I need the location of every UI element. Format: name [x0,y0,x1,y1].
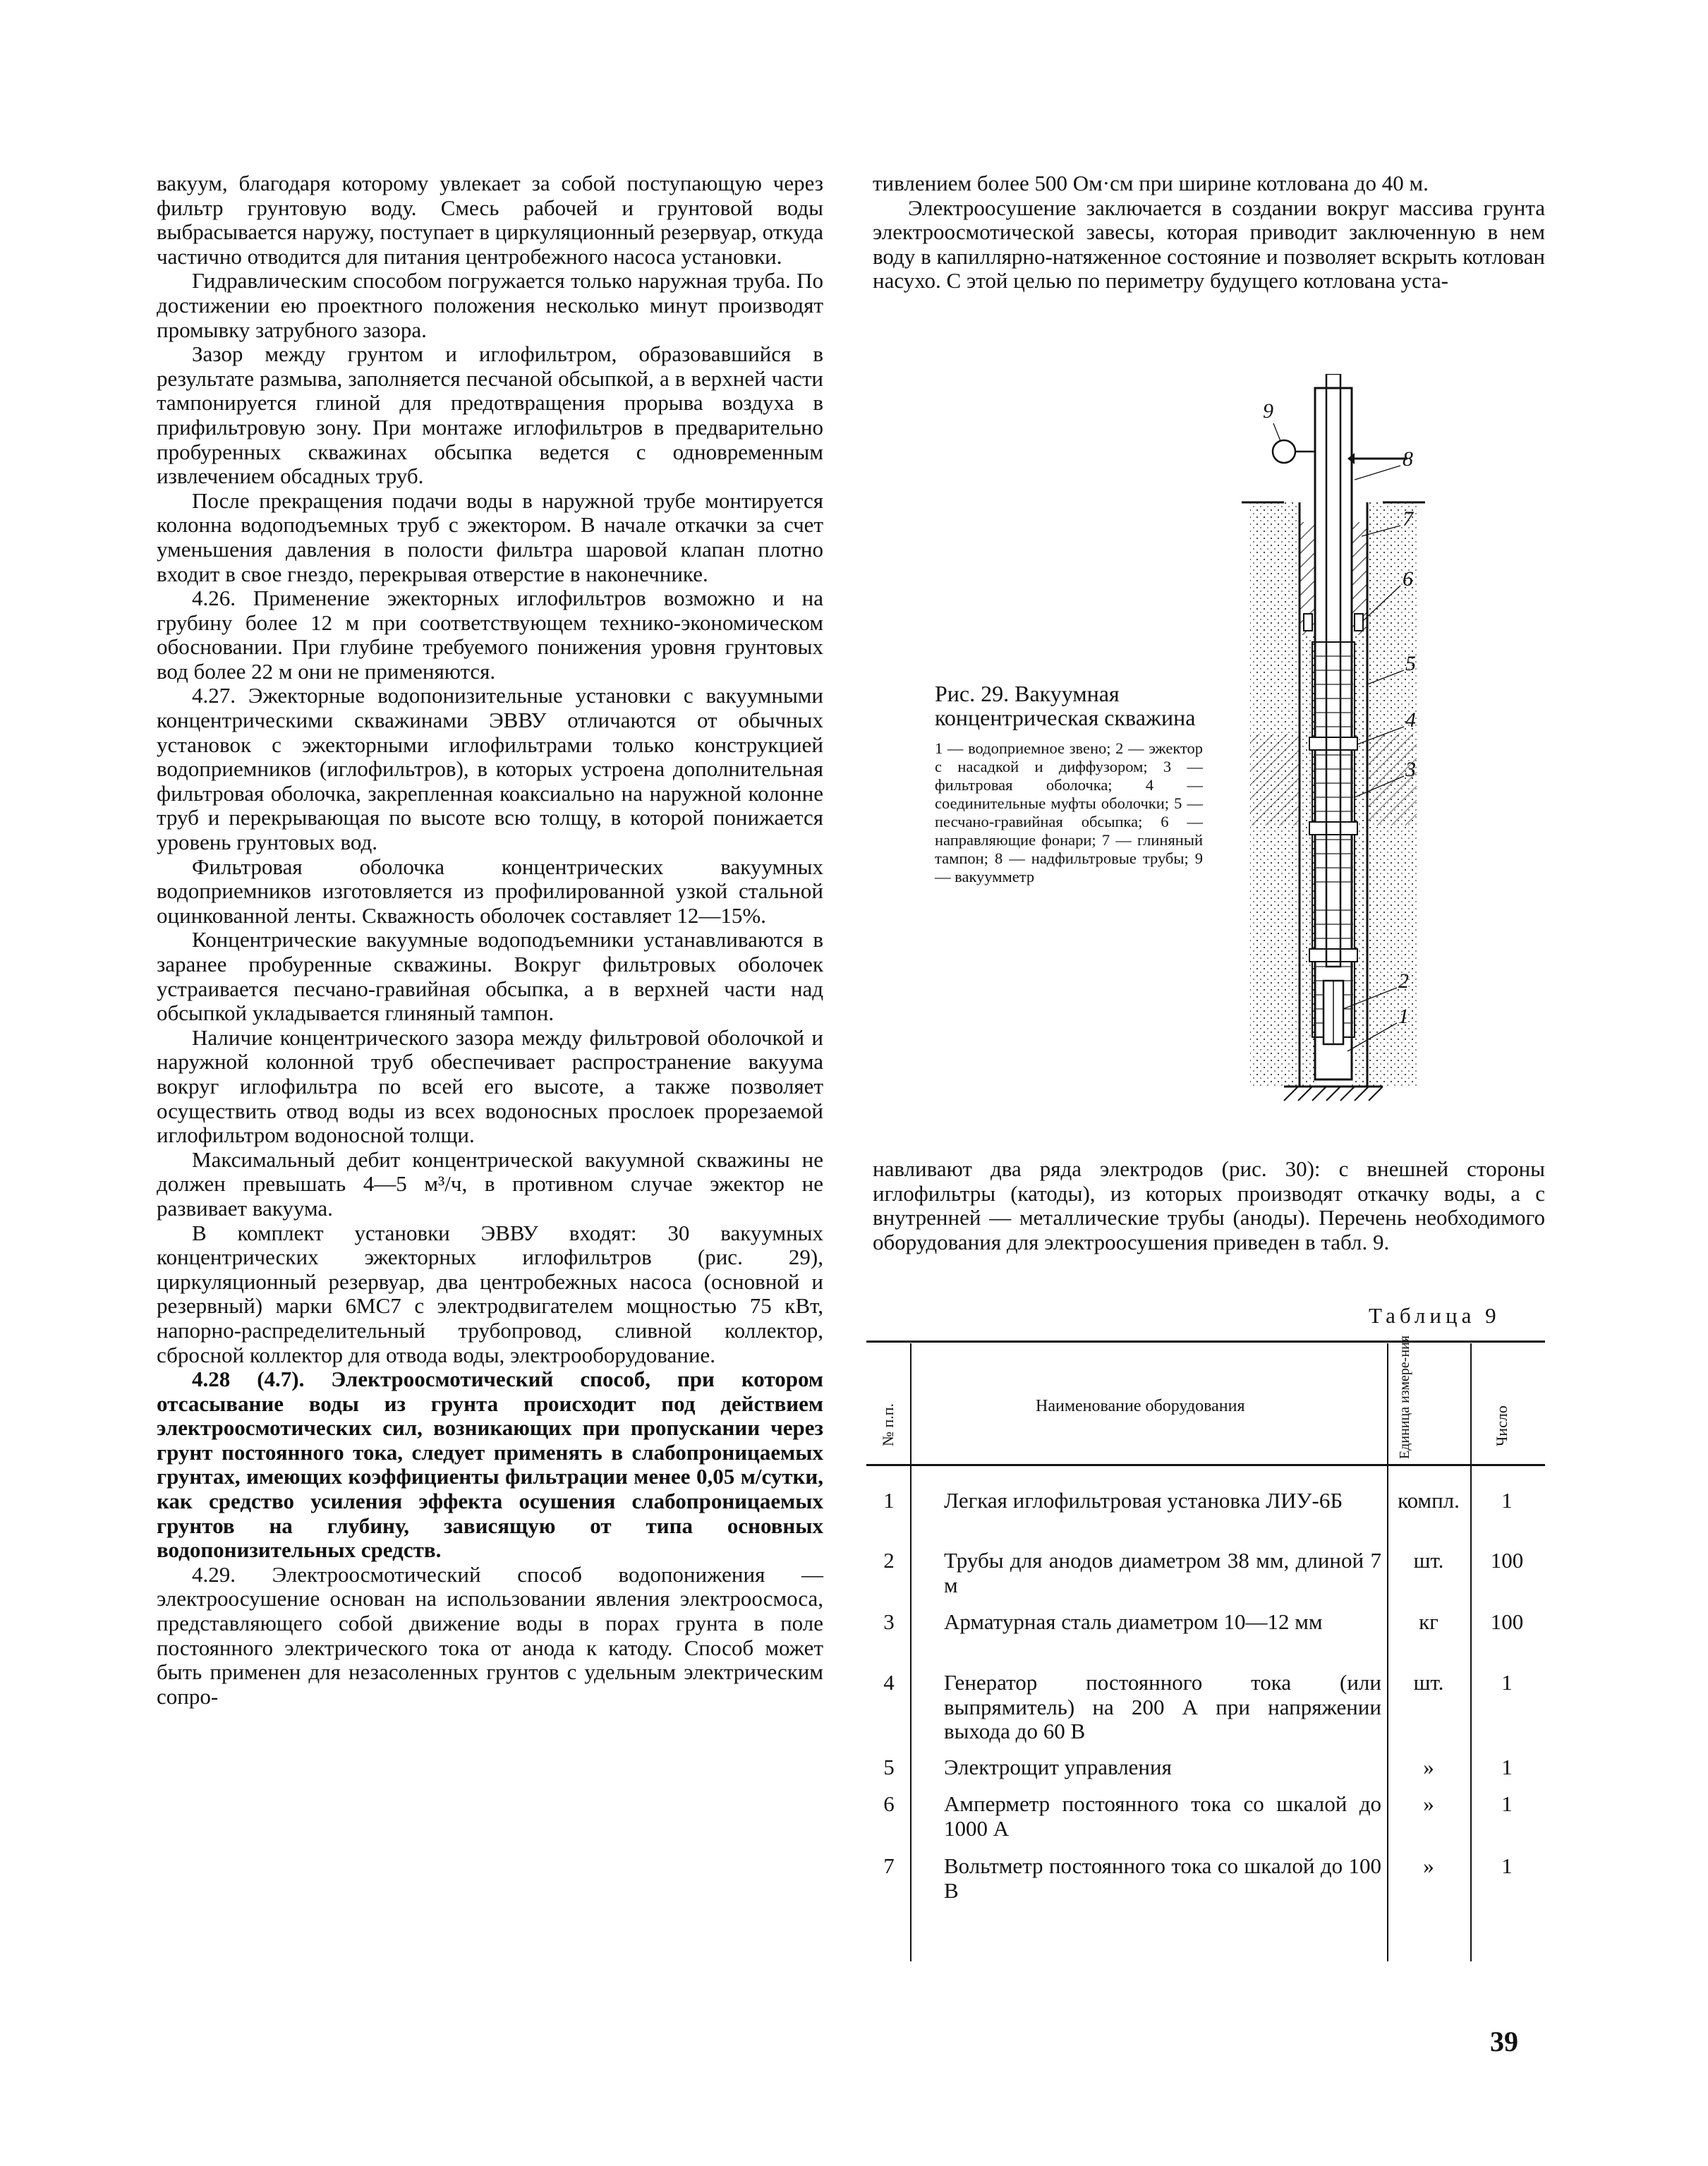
paragraph: вакуум, благодаря которому увлекает за собой поступающую через фильтр грунтовую воду. Смесь рабочей и грунтовой воды выбрасывается наружу, поступает в циркуляционный резервуар, откуда частично отводится для питания центробежного насоса установки. [157,171,823,269]
left-column [157,171,823,1709]
figure-caption-legend: 1 — водоприемное звено; 2 — эжектор с насадкой и диффузором; 3 — фильтровая оболочка; 4 — соединительные муфты оболочки; 5 — песчано-гравийная обсыпка; 6 — направляющие фонари; 7 — глиняный тампон; 8 — надфильтровые трубы; 9 — вакуумметр [935,739,1203,885]
header-num: № п.п. [879,1403,897,1446]
header-name: Наименование оборудования [1036,1397,1245,1415]
paragraph: Гидравлическим способом погружается только наружная труба. По достижении ею проектного положения несколько минут производят промывку затрубного зазора. [157,268,823,342]
paragraph: Максимальный дебит концентрической вакуумной скважины не должен превышать 4—5 м³/ч, в противном случае эжектор не развивает вакуума. [157,1146,823,1221]
well-diagram [1242,374,1425,1115]
paragraph: 4.29. Электроосмотический способ водопонижения — электроосушение основан на использовании явления электроосмоса, представляющего собой движение воды в порах грунта в поле постоянного электрического тока от анода к катоду. Способ может быть применен для незасоленных грунтов с удельным электрическим сопро- [157,1561,823,1709]
paragraph: Электроосушение заключается в создании вокруг массива грунта электроосмотической завесы, которая приводит заключенную в нем воду в капиллярно-натяженное состояние и позволяет вскрыть котлован насухо. С этой целью по периметру будущего котлована уста- [873,195,1545,294]
coupling [1309,949,1357,962]
vacuum-gauge [1273,440,1295,463]
fig-label: 9 [1263,399,1273,423]
figure-caption [935,682,1203,886]
fig-label: 8 [1403,447,1413,471]
paragraph: 4.26. Применение эжекторных иглофильтров возможно и на грубину более 12 м при соответствующем технико-экономическом обосновании. При глубине требуемого понижения уровня грунтовых вод более 22 м они не применяются. [157,586,823,684]
paragraph: Фильтровая оболочка концентрических вакуумных водоприемников изготовляется из профилированной узкой стальной оцинкованной ленты. Скважность оболочек составляет 12—15%. [157,854,823,928]
page-number: 39 [1490,2026,1518,2057]
paragraph-bold: 4.28 (4.7). Электроосмотический способ, при котором отсасывание воды из грунта происходит под действием электроосмотических сил, возникающих при пропускании через грунт постоянного тока, следует применять в слабопроницаемых грунтах, имеющих коэффициенты фильтрации менее 0,05 м/сутки, как средство усиления эффекта осушения слабопроницаемых грунтов на глубину, зависящую от типа основных водопонизительных средств. [157,1367,823,1563]
table-title: Таблица 9 [1369,1303,1501,1328]
outer-pipe [1315,388,1352,1079]
fig-label: 1 [1398,1005,1409,1028]
fig-label: 2 [1398,969,1409,993]
right-column-middle [873,1157,1545,1254]
paragraph: навливают два ряда электродов (рис. 30): с внешней стороны иглофильтры (катоды), из которых производят откачку воды, а с внутренней — металлические трубы (аноды). Перечень необходимого оборудования для электроосушения приведен в табл. 9. [873,1156,1545,1254]
paragraph: Концентрические вакуумные водоподъемники устанавливаются в заранее пробуренные скважины. Вокруг фильтровых оболочек устраивается песчано-гравийная обсыпка, а в верхней части над обсыпкой укладывается глиняный тампон. [157,927,823,1026]
coupling [1309,822,1357,835]
fig-label: 7 [1403,507,1413,531]
guide-lantern [1355,614,1363,631]
fig-label: 6 [1403,567,1413,591]
paragraph: 4.27. Эжекторные водопонизительные установки с вакуумными концентрическими скважинами ЭВВУ отличаются от обычных установок с эжекторными иглофильтрами только конструкцией водоприемников (иглофильтров), в которых устроена дополнительная фильтровая оболочка, закрепленная коаксиально на наружной колонне труб и перекрывающая по высоте всю толщу, в которой понижается уровень грунтовых вод. [157,683,823,855]
equipment-table: № п.п. Наименование оборудования Единица измере-ния Число 1 Легкая иглофильтровая установка ЛИУ-6Б компл. 1 2 Трубы для анодов диаметром 38 мм, длиной 7 м шт. 100 3 Арматурная сталь диаметром 10—12 мм кг 100 4 Генератор постоянного тока (или выпрямитель) на 200 А при напряжении выхода до 60 В шт. 1 5 Электрощит управления » 1 6 Амперметр постоянного тока со шкалой до 1000 А » 1 7 Вольтметр постоянного тока со шкалой до 100 В » 1 [866,1341,1545,1961]
paragraph: После прекращения подачи воды в наружной трубе монтируется колонна водоподъемных труб с эжектором. В начале откачки за счет уменьшения давления в полости фильтра шаровой клапан плотно входит в свое гнездо, перекрывая отверстие в наконечнике. [157,488,823,586]
fig-label: 5 [1405,652,1416,675]
fig-label: 4 [1405,708,1416,732]
guide-lantern [1304,614,1312,631]
paragraph: Зазор между грунтом и иглофильтром, образовавшийся в результате размыва, заполняется песчаной обсыпкой, а в верхней части тампонируется глиной для предотвращения прорыва воздуха в прифильтровую зону. При монтаже иглофильтров в предварительно пробуренных скважинах обсыпка ведется с одновременным извлечением обсадных труб. [157,341,823,489]
coupling [1309,737,1357,750]
hatch-band [1250,734,1300,825]
paragraph: тивлением более 500 Ом·см при ширине котлована до 40 м. [873,171,1429,195]
right-column-top [873,171,1545,294]
header-unit: Единица измере-ния [1397,1335,1412,1459]
paragraph: В комплект установки ЭВВУ входят: 30 вакуумных концентрических эжекторных иглофильтров (рис. 29), циркуляционный резервуар, два центробежных насоса (основной и резервный) марки 6МС7 с электродвигателем мощностью 75 кВт, напорно-распределительный трубопровод, сливной коллектор, сбросной коллектор для отвода воды, электрооборудование. [157,1220,823,1367]
header-count: Число [1493,1405,1510,1446]
figure-caption-title: Рис. 29. Вакуумная концентрическая скважина [935,681,1196,730]
paragraph: Наличие концентрического зазора между фильтровой оболочкой и наружной колонной труб обеспечивает распространение вакуума вокруг иглофильтра по всей его высоте, а также позволяет осуществить отвод воды из всех водоносных прослоек прорезаемой иглофильтром водоносной толщи. [157,1024,823,1148]
fig-label: 3 [1405,758,1416,781]
